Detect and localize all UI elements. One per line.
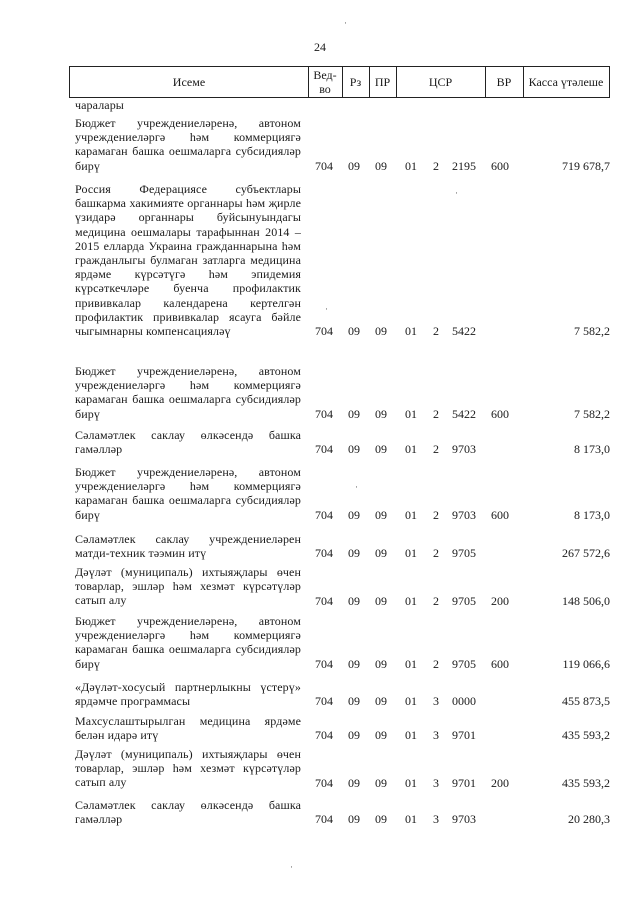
- row-name: Махсуслаштырылган медицина ярдәме белән идарә итү: [75, 714, 301, 743]
- table-header: [69, 66, 610, 98]
- cell-vr: 200: [491, 775, 509, 790]
- cell-ved: 704: [315, 406, 333, 421]
- cell-amount: 8 173,0: [574, 442, 610, 457]
- cell-ved: 704: [315, 507, 333, 522]
- cell-csr2: 3: [433, 694, 439, 709]
- cell-rz: 09: [348, 694, 360, 709]
- cell-csr3: 9701: [452, 728, 476, 743]
- cell-ved: 704: [315, 728, 333, 743]
- row-name: Дәүләт (муниципаль) ихтыяҗлары өчен товарлар, эшләр һәм хезмәт күрсәтүләр сатып алу: [75, 565, 301, 608]
- cell-ved: 704: [315, 775, 333, 790]
- cell-csr3: 9703: [452, 507, 476, 522]
- cell-amount: 267 572,6: [562, 546, 610, 561]
- cell-csr3: 5422: [452, 324, 476, 339]
- cell-pr: 09: [375, 593, 387, 608]
- cell-ved: 704: [315, 593, 333, 608]
- cell-csr3: 9705: [452, 546, 476, 561]
- row-name: Сәламәтлек саклау өлкәсендә башка гамәлләр: [75, 798, 301, 827]
- cell-amount: 119 066,6: [562, 656, 610, 671]
- cell-csr3: 5422: [452, 406, 476, 421]
- header-name: Исеме: [172, 75, 206, 89]
- cell-ved: 704: [315, 158, 333, 173]
- cell-ved: 704: [315, 324, 333, 339]
- cell-amount: 435 593,2: [562, 775, 610, 790]
- cell-csr1: 01: [405, 775, 417, 790]
- continued-text: чаралары: [75, 98, 124, 112]
- row-name: Бюджет учреждениеләренә, автоном учреждениеләргә һәм коммерциягә карамаган башка оешмаларга субсидияләр бирү: [75, 364, 301, 421]
- cell-pr: 09: [375, 158, 387, 173]
- cell-csr3: 9703: [452, 812, 476, 827]
- cell-csr3: 9705: [452, 593, 476, 608]
- cell-vr: 600: [491, 406, 509, 421]
- row-name: Россия Федерациясе субъектлары башкарма хакимияте органнары һәм җирле үзидарә органнары буйсынуындагы медицина оешмалары тарафыннан 2014 – 2015 елларда Украина гражданнарына һәм гражданлыгы булмаган затларга медицина ярдәме күрсәтүгә һәм эпидемия күрсәткечләре буенча профилактик прививкалар календарена кертелгән профилактик прививкалар ясауга бәйле чыгымнарны компенсацияләү: [75, 182, 301, 339]
- cell-rz: 09: [348, 406, 360, 421]
- cell-csr2: 2: [433, 593, 439, 608]
- cell-csr3: 9703: [452, 442, 476, 457]
- cell-csr2: 2: [433, 442, 439, 457]
- cell-csr2: 3: [433, 728, 439, 743]
- cell-csr2: 2: [433, 324, 439, 339]
- cell-csr2: 3: [433, 812, 439, 827]
- cell-rz: 09: [348, 324, 360, 339]
- cell-csr1: 01: [405, 728, 417, 743]
- cell-ved: 704: [315, 812, 333, 827]
- cell-csr2: 2: [433, 507, 439, 522]
- cell-rz: 09: [348, 775, 360, 790]
- cell-amount: 455 873,5: [562, 694, 610, 709]
- cell-ved: 704: [315, 546, 333, 561]
- row-name: Сәламәтлек саклау өлкәсендә башка гамәлләр: [75, 428, 301, 457]
- cell-csr2: 2: [433, 406, 439, 421]
- cell-csr1: 01: [405, 656, 417, 671]
- cell-ved: 704: [315, 694, 333, 709]
- cell-csr1: 01: [405, 406, 417, 421]
- cell-vr: 600: [491, 158, 509, 173]
- cell-csr1: 01: [405, 442, 417, 457]
- cell-rz: 09: [348, 656, 360, 671]
- cell-csr2: 3: [433, 775, 439, 790]
- row-name: Дәүләт (муниципаль) ихтыяҗлары өчен товарлар, эшләр һәм хезмәт күрсәтүләр сатып алу: [75, 747, 301, 790]
- cell-csr2: 2: [433, 158, 439, 173]
- cell-csr1: 01: [405, 593, 417, 608]
- cell-pr: 09: [375, 775, 387, 790]
- cell-csr3: 0000: [452, 694, 476, 709]
- cell-amount: 435 593,2: [562, 728, 610, 743]
- header-rz: Рз: [349, 75, 362, 89]
- cell-rz: 09: [348, 728, 360, 743]
- cell-csr3: 9701: [452, 775, 476, 790]
- cell-pr: 09: [375, 507, 387, 522]
- cell-csr1: 01: [405, 324, 417, 339]
- cell-amount: 8 173,0: [574, 507, 610, 522]
- cell-amount: 7 582,2: [574, 324, 610, 339]
- cell-amount: 719 678,7: [562, 158, 610, 173]
- cell-csr2: 2: [433, 656, 439, 671]
- cell-rz: 09: [348, 158, 360, 173]
- row-name: Бюджет учреждениеләренә, автоном учреждениеләргә һәм коммерциягә карамаган башка оешмаларга субсидияләр бирү: [75, 465, 301, 522]
- cell-pr: 09: [375, 442, 387, 457]
- cell-csr3: 9705: [452, 656, 476, 671]
- page-number: 24: [314, 40, 326, 54]
- cell-csr1: 01: [405, 507, 417, 522]
- cell-rz: 09: [348, 812, 360, 827]
- cell-csr2: 2: [433, 546, 439, 561]
- cell-rz: 09: [348, 442, 360, 457]
- cell-vr: 600: [491, 507, 509, 522]
- cell-amount: 20 280,3: [568, 812, 610, 827]
- cell-amount: 7 582,2: [574, 406, 610, 421]
- cell-ved: 704: [315, 656, 333, 671]
- header-vr: ВР: [496, 75, 512, 89]
- cell-csr1: 01: [405, 694, 417, 709]
- cell-pr: 09: [375, 812, 387, 827]
- cell-rz: 09: [348, 593, 360, 608]
- cell-pr: 09: [375, 728, 387, 743]
- cell-pr: 09: [375, 694, 387, 709]
- cell-rz: 09: [348, 507, 360, 522]
- cell-ved: 704: [315, 442, 333, 457]
- cell-csr1: 01: [405, 158, 417, 173]
- cell-pr: 09: [375, 656, 387, 671]
- cell-csr3: 2195: [452, 158, 476, 173]
- row-name: Бюджет учреждениеләренә, автоном учреждениеләргә һәм коммерциягә карамаган башка оешмаларга субсидияләр бирү: [75, 614, 301, 671]
- cell-pr: 09: [375, 324, 387, 339]
- row-name: Сәламәтлек саклау учреждениеләрен матди-техник тәэмин итү: [75, 532, 301, 561]
- header-csr: ЦСР: [428, 75, 453, 89]
- header-amount: Касса үтәлеше: [528, 75, 604, 89]
- cell-vr: 600: [491, 656, 509, 671]
- header-pr: ПР: [374, 75, 391, 89]
- row-name: «Дәүләт-хосусый партнерлыкны үстерү» ярдәмче программасы: [75, 680, 301, 709]
- cell-rz: 09: [348, 546, 360, 561]
- cell-csr1: 01: [405, 812, 417, 827]
- cell-csr1: 01: [405, 546, 417, 561]
- row-name: Бюджет учреждениеләренә, автоном учреждениеләргә һәм коммерциягә карамаган башка оешмаларга субсидияләр бирү: [75, 116, 301, 173]
- cell-amount: 148 506,0: [562, 593, 610, 608]
- cell-pr: 09: [375, 406, 387, 421]
- header-ved: Вед-во: [313, 68, 337, 96]
- cell-pr: 09: [375, 546, 387, 561]
- cell-vr: 200: [491, 593, 509, 608]
